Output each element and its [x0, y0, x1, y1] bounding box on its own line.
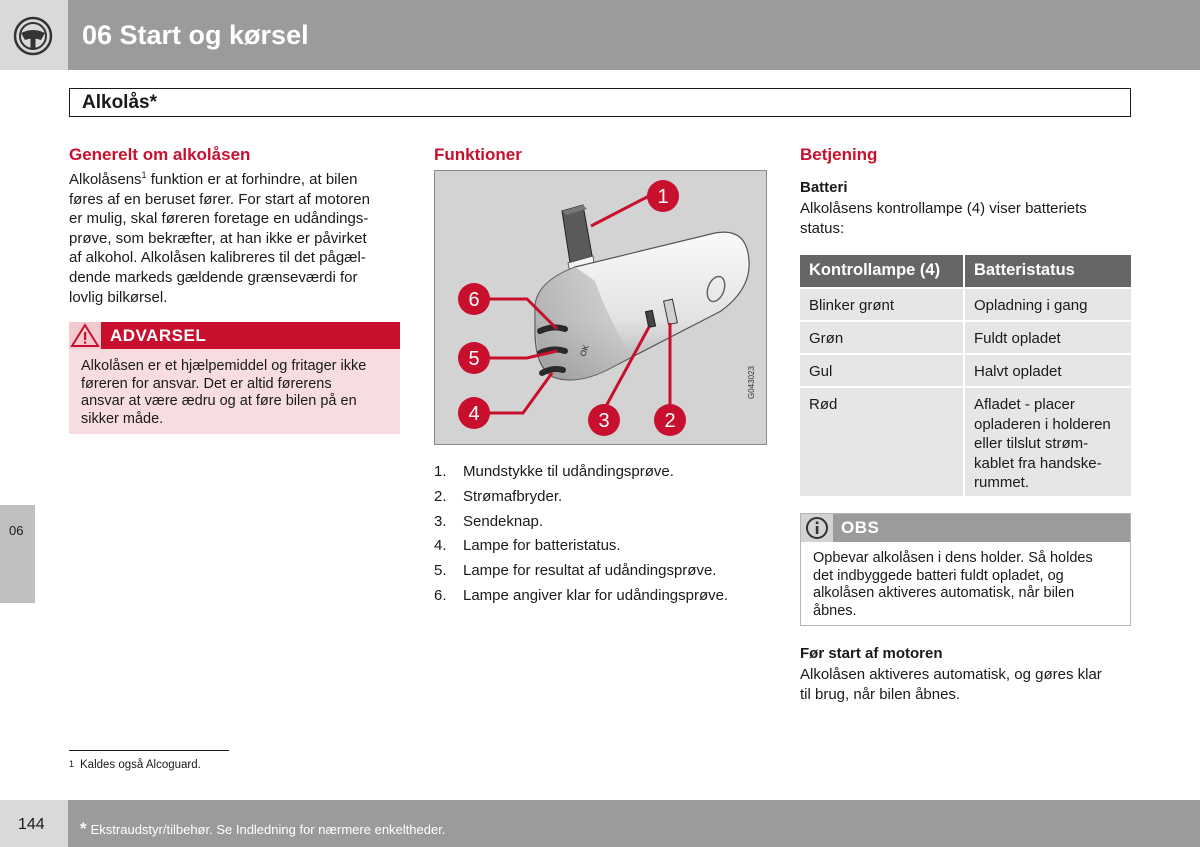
footer-bar [68, 800, 1200, 847]
table-row [800, 322, 1131, 353]
heading-functions: Funktioner [434, 145, 522, 164]
chapter-title: 06 Start og kørsel [82, 20, 309, 50]
footer-star: * [80, 819, 87, 838]
battery-paragraph [800, 199, 1135, 238]
table-row [800, 355, 1131, 386]
callout-5 [458, 342, 490, 374]
footer-note [80, 819, 445, 839]
footer-text: Ekstraudstyr/tilbehør. Se Indledning for nærmere enkeltheder. [90, 822, 446, 837]
callout-6 [458, 283, 490, 315]
side-tab-label: 06 [9, 523, 24, 538]
svg-text:2: 2 [664, 410, 676, 432]
table-row [800, 388, 1131, 496]
note-line: Opbevar alkolåsen i dens holder. Så holdes [813, 550, 1093, 566]
callout-3 [588, 404, 620, 436]
battery-status-table [800, 255, 1131, 498]
note-title: OBS [841, 518, 880, 537]
svg-text:5: 5 [468, 348, 480, 370]
table-cell: Opladning i gang [965, 289, 1131, 320]
table-header-cell: Batteristatus [965, 255, 1131, 287]
footnote-ref: 1 [141, 170, 147, 180]
warning-title-bar [69, 322, 400, 349]
steering-wheel-icon [13, 16, 53, 56]
warning-triangle-icon [69, 322, 101, 349]
general-line-2: føres af en beruset fører. For start af motoren [69, 190, 370, 208]
section-title: Alkolås* [82, 92, 157, 113]
general-line-3: er mulig, skal føreren foretage en udåndings- [69, 210, 369, 228]
warning-text [81, 358, 396, 428]
footnote-text: Kaldes også Alcoguard. [80, 759, 201, 771]
table-cell: Halvt opladet [965, 355, 1131, 386]
section-title-box [69, 88, 1131, 117]
note-line: åbnes. [813, 602, 857, 619]
start-heading: Før start af motoren [800, 645, 943, 662]
table-row [800, 289, 1131, 320]
page-number: 144 [18, 816, 45, 833]
callout-2 [654, 404, 686, 436]
note-box [800, 513, 1131, 626]
warning-line: ansvar at være ædru og at føre bilen på en [81, 393, 357, 409]
info-icon [801, 514, 833, 542]
general-line-6: dende markeds gældende grænseværdi for [69, 268, 358, 286]
header-icon-box [0, 0, 68, 70]
general-paragraph [69, 170, 409, 307]
table-header-cell: Kontrollampe (4) [800, 255, 963, 287]
warning-icon-box [69, 322, 101, 349]
table-cell: Rød [800, 388, 963, 496]
svg-text:6: 6 [468, 289, 480, 311]
general-line-1: Alkolåsens$^1$ funktion er at forhindre, at bilen [69, 170, 358, 188]
warning-line: sikker måde. [81, 410, 164, 427]
start-paragraph [800, 665, 1135, 704]
table-header-row [800, 255, 1131, 287]
battery-line: Alkolåsens kontrollampe (4) viser batteriets [800, 200, 1087, 217]
lamp-slot [540, 327, 565, 331]
chapter-side-tab [0, 505, 35, 603]
warning-line: føreren for ansvar. Det er altid førerens [81, 375, 332, 392]
table-cell: Blinker grønt [800, 289, 963, 320]
general-line-7: lovlig bilkørsel. [69, 288, 168, 306]
warning-title: ADVARSEL [110, 326, 207, 345]
note-text [813, 550, 1125, 620]
list-item: 3. Sendeknap. [434, 512, 544, 530]
warning-box [69, 322, 400, 434]
list-item: 1. Mundstykke til udåndingsprøve. [434, 463, 674, 480]
device-label: OK [578, 343, 591, 358]
table-cell: Grøn [800, 322, 963, 353]
heading-operation: Betjening [800, 145, 878, 164]
footnote-divider [69, 750, 229, 751]
warning-line: Alkolåsen er et hjælpemiddel og fritager ikke [81, 358, 367, 374]
note-line: det indbyggede batteri fuldt opladet, og [813, 567, 1064, 584]
functions-list [434, 462, 774, 611]
list-item: 6. Lampe angiver klar for udåndingsprøve. [434, 586, 729, 604]
list-item: 4. Lampe for batteristatus. [434, 537, 621, 555]
start-line: Alkolåsen aktiveres automatisk, og gøres klar [800, 666, 1102, 683]
alcolock-figure [434, 170, 767, 445]
battery-heading: Batteri [800, 179, 848, 196]
footnote [69, 759, 201, 771]
page-number-box [0, 800, 68, 847]
battery-line: status: [800, 219, 845, 237]
svg-text:1: 1 [657, 186, 669, 208]
alcolock-illustration [435, 171, 767, 445]
note-title-bar [801, 514, 1130, 542]
note-line: alkolåsen aktiveres automatisk, når bilen [813, 585, 1075, 601]
heading-general: Generelt om alkolåsen [69, 145, 251, 164]
footnote-mark: 1 [69, 759, 75, 769]
table-cell: Fuldt opladet [965, 322, 1131, 353]
callout-1 [647, 180, 679, 212]
figure-code: G043023 [747, 366, 756, 399]
svg-text:4: 4 [468, 403, 480, 425]
general-line-4: prøve, som bekræfter, at han ikke er påvirket [69, 229, 367, 247]
list-item: 2. Strømafbryder. [434, 487, 563, 505]
general-line-5: af alkohol. Alkolåsen kalibreres til det pågæl- [69, 249, 366, 267]
start-line: til brug, når bilen åbnes. [800, 685, 961, 703]
table-cell: Afladet - placer opladeren i holderen eller tilslut strøm- kablet fra handske- rummet. [965, 388, 1131, 496]
svg-text:3: 3 [598, 410, 610, 432]
table-cell: Gul [800, 355, 963, 386]
header-bar [68, 0, 1200, 70]
list-item: 5. Lampe for resultat af udåndingsprøve. [434, 562, 717, 580]
callout-4 [458, 397, 490, 429]
note-icon-box [801, 514, 833, 542]
